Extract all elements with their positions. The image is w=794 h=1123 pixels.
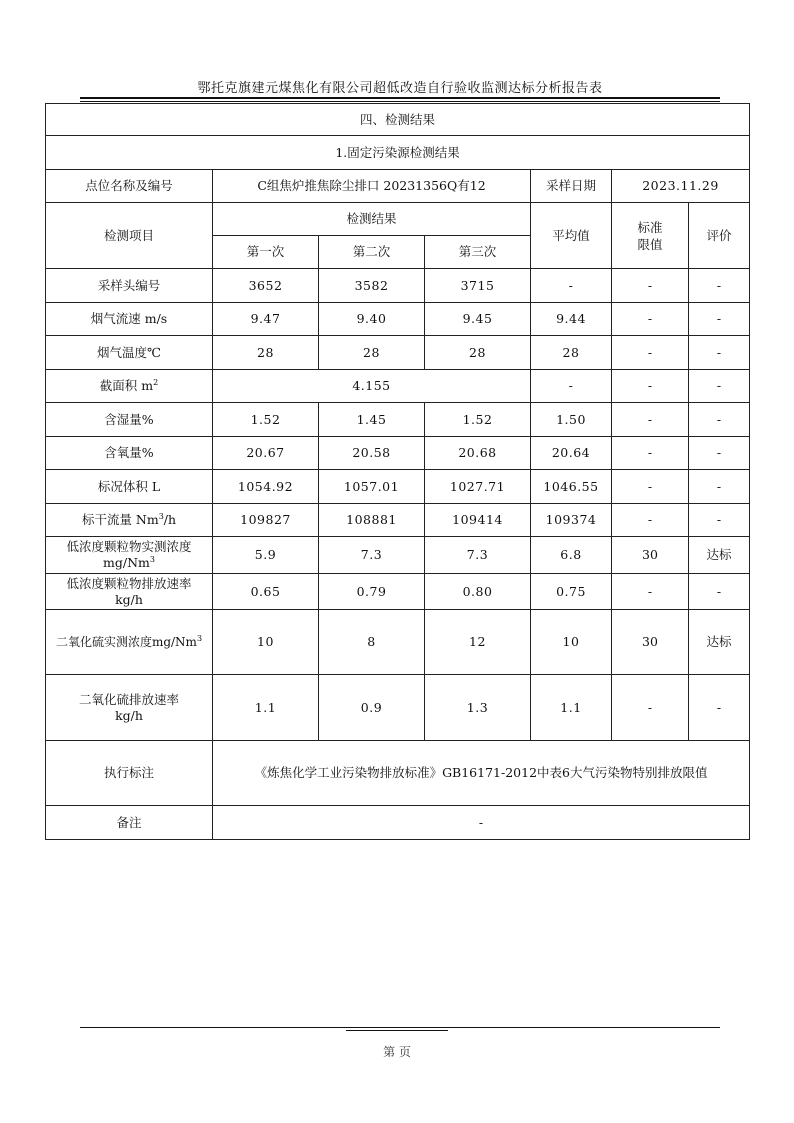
row-value-1: 20.67: [213, 437, 319, 470]
header-limit: 标准限值: [612, 203, 689, 269]
row-limit: 30: [612, 610, 689, 675]
table-row: [46, 470, 750, 504]
row-limit: -: [612, 269, 689, 303]
row-value-3: 1.52: [425, 403, 531, 437]
location-label: 点位名称及编号: [46, 170, 213, 203]
sampling-date-label: 采样日期: [531, 170, 612, 203]
row-item: 低浓度颗粒物实测浓度 mg/Nm$^3$: [46, 537, 213, 574]
row-evaluation: -: [689, 336, 750, 370]
row-limit: -: [612, 403, 689, 437]
remarks-label: 备注: [46, 806, 213, 840]
row-limit: -: [612, 470, 689, 504]
row-value-3: 9.45: [425, 303, 531, 336]
document-header-title: 鄂托克旗建元煤焦化有限公司超低改造自行验收监测达标分析报告表: [197, 81, 603, 96]
table-row: [46, 370, 750, 403]
row-limit: -: [612, 437, 689, 470]
row-item: 二氧化硫排放速率 kg/h: [46, 675, 213, 741]
standard-label: 执行标注: [46, 741, 213, 806]
row-value-1: 0.65: [213, 574, 319, 610]
row-value-2: 28: [319, 336, 425, 370]
row-item: 截面积 $m^2$: [46, 370, 213, 403]
row-value-2: 1057.01: [319, 470, 425, 504]
row-value-1: 1.52: [213, 403, 319, 437]
row-evaluation: -: [689, 574, 750, 610]
row-value-2: 1.45: [319, 403, 425, 437]
table-row: [46, 675, 750, 741]
row-value-2: 8: [319, 610, 425, 675]
table-row: [46, 504, 750, 537]
location-value: C组焦炉推焦除尘排口 20231356Q有12: [213, 170, 531, 203]
table-row: [46, 574, 750, 610]
row-value-2: 20.58: [319, 437, 425, 470]
row-item: 采样头编号: [46, 269, 213, 303]
row-evaluation: -: [689, 269, 750, 303]
row-value-2: 3582: [319, 269, 425, 303]
row-value-3: 109414: [425, 504, 531, 537]
row-value-3: 12: [425, 610, 531, 675]
row-value-1: 9.47: [213, 303, 319, 336]
row-value-3: 1.3: [425, 675, 531, 741]
row-value-2: 9.40: [319, 303, 425, 336]
row-average: -: [531, 269, 612, 303]
page-number: 第 页: [383, 1045, 411, 1059]
row-limit: -: [612, 574, 689, 610]
row-value-3: 3715: [425, 269, 531, 303]
header-item: 检测项目: [46, 203, 213, 269]
table-row: [46, 610, 750, 675]
row-average: 28: [531, 336, 612, 370]
row-limit: -: [612, 336, 689, 370]
row-item: 烟气流速 m/s: [46, 303, 213, 336]
header-results: 检测结果: [213, 203, 531, 236]
sampling-date-value: 2023.11.29: [612, 170, 750, 203]
row-evaluation: -: [689, 437, 750, 470]
row-limit: -: [612, 675, 689, 741]
row-item: 低浓度颗粒物排放速率 kg/h: [46, 574, 213, 610]
remarks-value: -: [213, 806, 750, 840]
row-average: 1046.55: [531, 470, 612, 504]
results-table: [45, 103, 750, 840]
footer-rule-short: [346, 1030, 448, 1031]
row-average: 1.1: [531, 675, 612, 741]
row-evaluation: 达标: [689, 537, 750, 574]
row-value-1: 5.9: [213, 537, 319, 574]
row-average: 6.8: [531, 537, 612, 574]
row-value-1: 109827: [213, 504, 319, 537]
row-value-1: 3652: [213, 269, 319, 303]
row-value-1: 1.1: [213, 675, 319, 741]
header-third: 第三次: [425, 236, 531, 269]
row-value-2: 108881: [319, 504, 425, 537]
row-limit: 30: [612, 537, 689, 574]
header-rule-thin: [80, 101, 720, 102]
row-value-1: 1054.92: [213, 470, 319, 504]
header-evaluation: 评价: [689, 203, 750, 269]
row-value-3: 1027.71: [425, 470, 531, 504]
row-evaluation: -: [689, 303, 750, 336]
row-value-1: 28: [213, 336, 319, 370]
row-item: 二氧化硫实测浓度mg/Nm$^3$: [46, 610, 213, 675]
header-rule-thick: [80, 97, 720, 99]
row-item: 含氧量%: [46, 437, 213, 470]
row-evaluation: -: [689, 403, 750, 437]
header-average: 平均值: [531, 203, 612, 269]
table-row: [46, 336, 750, 370]
table-row: [46, 537, 750, 574]
row-evaluation: 达标: [689, 610, 750, 675]
table-row: [46, 403, 750, 437]
row-value-1: 10: [213, 610, 319, 675]
header-first: 第一次: [213, 236, 319, 269]
row-average: 10: [531, 610, 612, 675]
row-value-merged: 4.155: [213, 370, 531, 403]
row-evaluation: -: [689, 370, 750, 403]
row-value-3: 7.3: [425, 537, 531, 574]
standard-value: 《炼焦化学工业污染物排放标准》GB16171-2012中表6大气污染物特别排放限值: [213, 741, 750, 806]
row-limit: -: [612, 370, 689, 403]
row-limit: -: [612, 504, 689, 537]
row-average: 1.50: [531, 403, 612, 437]
footer-rule: [80, 1027, 720, 1028]
subsection-title: 1.固定污染源检测结果: [46, 136, 750, 170]
row-value-2: 0.79: [319, 574, 425, 610]
table-row: [46, 437, 750, 470]
row-average: 9.44: [531, 303, 612, 336]
row-average: 109374: [531, 504, 612, 537]
row-evaluation: -: [689, 675, 750, 741]
row-value-2: 0.9: [319, 675, 425, 741]
row-item: 含湿量%: [46, 403, 213, 437]
row-evaluation: -: [689, 504, 750, 537]
row-limit: -: [612, 303, 689, 336]
section-title: 四、检测结果: [46, 104, 750, 136]
header-second: 第二次: [319, 236, 425, 269]
row-average: 0.75: [531, 574, 612, 610]
table-row: [46, 269, 750, 303]
row-item: 标干流量 Nm$^3$/h: [46, 504, 213, 537]
table-row: [46, 303, 750, 336]
row-item: 标况体积 L: [46, 470, 213, 504]
row-value-3: 28: [425, 336, 531, 370]
row-value-2: 7.3: [319, 537, 425, 574]
row-item: 烟气温度℃: [46, 336, 213, 370]
row-evaluation: -: [689, 470, 750, 504]
row-value-3: 20.68: [425, 437, 531, 470]
row-value-3: 0.80: [425, 574, 531, 610]
row-average: -: [531, 370, 612, 403]
row-average: 20.64: [531, 437, 612, 470]
